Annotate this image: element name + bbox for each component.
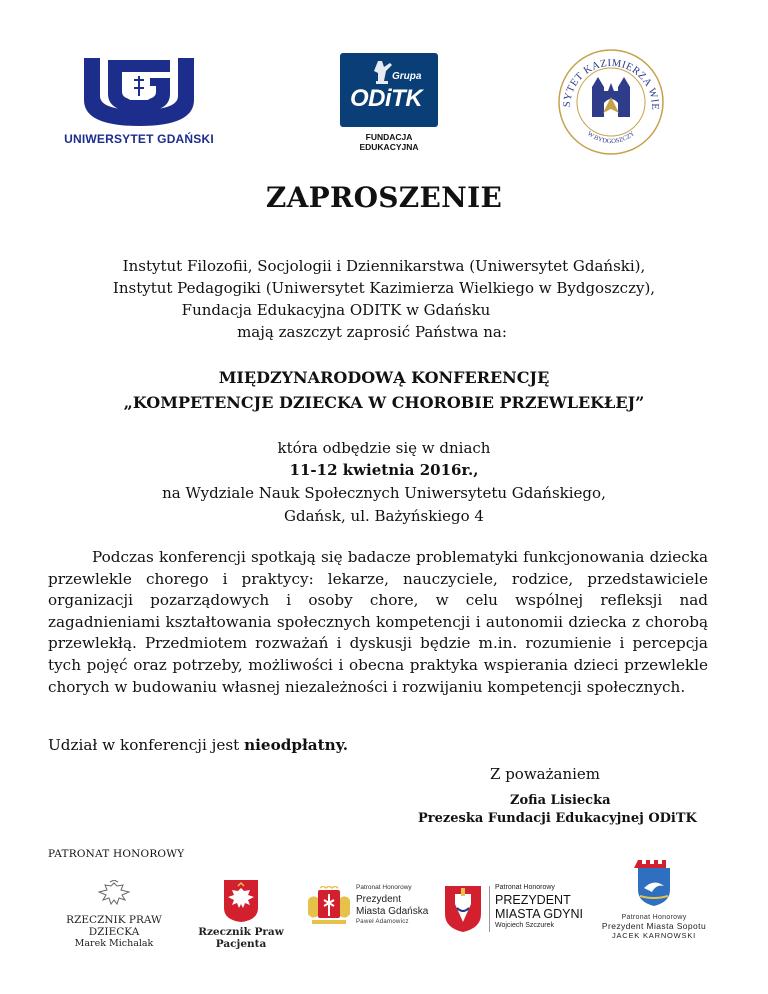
gdynia-title1: PREZYDENT — [495, 893, 571, 907]
ug-caption: UNIWERSYTET GDAŃSKI — [64, 132, 214, 146]
svg-text:W BYDGOSZCZY — [586, 130, 636, 145]
patron-sopot — [598, 856, 710, 942]
patron-gdynia — [441, 884, 597, 936]
oditk-grupa: Grupa — [392, 71, 422, 82]
conference-title: „KOMPETENCJE DZIECKA W CHOROBIE PRZEWLEKŁEJ” — [123, 393, 645, 412]
ukw-ring-text: SYTET KAZIMIERZA WIE — [561, 57, 661, 111]
ukw-seal-icon — [556, 47, 666, 157]
page-title: ZAPROSZENIE — [265, 181, 503, 214]
invitation-line: mają zaszczyt zaprosić Państwa na: — [237, 323, 507, 341]
oditk-badge — [340, 53, 438, 127]
sopot-header: Patronat Honorowy — [621, 914, 687, 921]
eagle-icon — [52, 880, 176, 910]
oditk-caption: FUNDACJA EDUKACYJNA — [359, 132, 419, 152]
patron-gdansk — [306, 882, 438, 934]
uniwersytet-gdanski-logo — [64, 52, 214, 144]
participation-line — [48, 735, 708, 757]
oditk-name: ODiTK — [350, 85, 423, 112]
organizer-line: Instytut Pedagogiki (Uniwersytet Kazimierza Wielkiego w Bydgoszczy), — [112, 279, 656, 297]
ukw-city: W BYDGOSZCZY — [585, 130, 637, 146]
participation-emphasis: nieodpłatny. — [244, 736, 349, 754]
ukw-logo — [556, 47, 666, 157]
participation-prefix: Udział w konferencji jest — [48, 736, 245, 754]
conference-place: na Wydziale Nauk Społecznych Uniwersytetu Gdańskiego, — [162, 484, 606, 502]
signatory-role: Prezeska Fundacji Edukacyjnej ODiTK — [418, 811, 697, 826]
rpd-name: Marek Michalak — [74, 938, 154, 949]
patron-rpp — [186, 880, 296, 950]
polish-emblem-icon — [186, 880, 296, 922]
body-text — [48, 547, 708, 698]
gdynia-title2: MIASTA GDYNI — [495, 907, 583, 921]
gdynia-header: Patronat Honorowy — [495, 884, 555, 891]
patronat-label: PATRONAT HONOROWY — [48, 848, 185, 860]
closing-formula: Z poważaniem — [490, 765, 601, 783]
gdansk-name: Paweł Adamowicz — [356, 919, 409, 925]
gdynia-divider — [489, 886, 490, 932]
gdansk-coat-of-arms-icon — [306, 886, 352, 926]
gdansk-title1: Prezydent — [356, 894, 402, 905]
conference-heading: MIĘDZYNARODOWĄ KONFERENCJĘ — [218, 368, 550, 387]
rpp-title: Rzecznik Praw Pacjenta — [198, 926, 284, 950]
body-paragraph: Podczas konferencji spotkają się badacze problematyki funkcjonowania dziecka przewlekle chorego i praktycy: lekarze, nauczyciele, rodzice, przedstawiciele organizacji pozarządowych i osoby chore, w celu wspólnej refleksji nad zagadnieniami kształtowania społecznych kompetencji i autonomii dziecka z chorobą przewlekłą. Przedmiotem rozważań i dyskusji będzie m.in. rozumienie i percepcja tych pojęć oraz potrzeby, możliwości i obecna praktyka wspierania dzieci przewlekle chorych w budowaniu własnej niezależności i rozwijaniu kompetencji społecznych. — [48, 548, 708, 696]
date-intro: która odbędzie się w dniach — [277, 439, 491, 457]
signatory-name: Zofia Lisiecka — [510, 793, 611, 808]
oditk-logo — [339, 53, 439, 152]
sopot-coat-of-arms-icon — [598, 856, 710, 906]
conference-address: Gdańsk, ul. Bażyńskiego 4 — [284, 507, 484, 525]
gdansk-header: Patronat Honorowy — [356, 884, 412, 891]
organizer-line: Instytut Filozofii, Socjologii i Dziennikarstwa (Uniwersytet Gdański), — [122, 257, 646, 275]
rpd-title: RZECZNIK PRAW DZIECKA — [66, 914, 162, 938]
gdansk-title2: Miasta Gdańska — [356, 906, 429, 917]
sopot-name: JACEK KARNOWSKI — [611, 931, 697, 940]
gdynia-name: Wojciech Szczurek — [495, 922, 555, 929]
conference-dates: 11-12 kwietnia 2016r., — [289, 461, 479, 479]
patron-rpd — [52, 880, 176, 949]
sopot-title: Prezydent Miasta Sopotu — [601, 921, 707, 931]
organizer-line: Fundacja Edukacyjna ODITK w Gdańsku — [181, 301, 491, 319]
gdynia-coat-of-arms-icon — [441, 884, 485, 932]
ug-emblem-icon — [64, 52, 214, 132]
